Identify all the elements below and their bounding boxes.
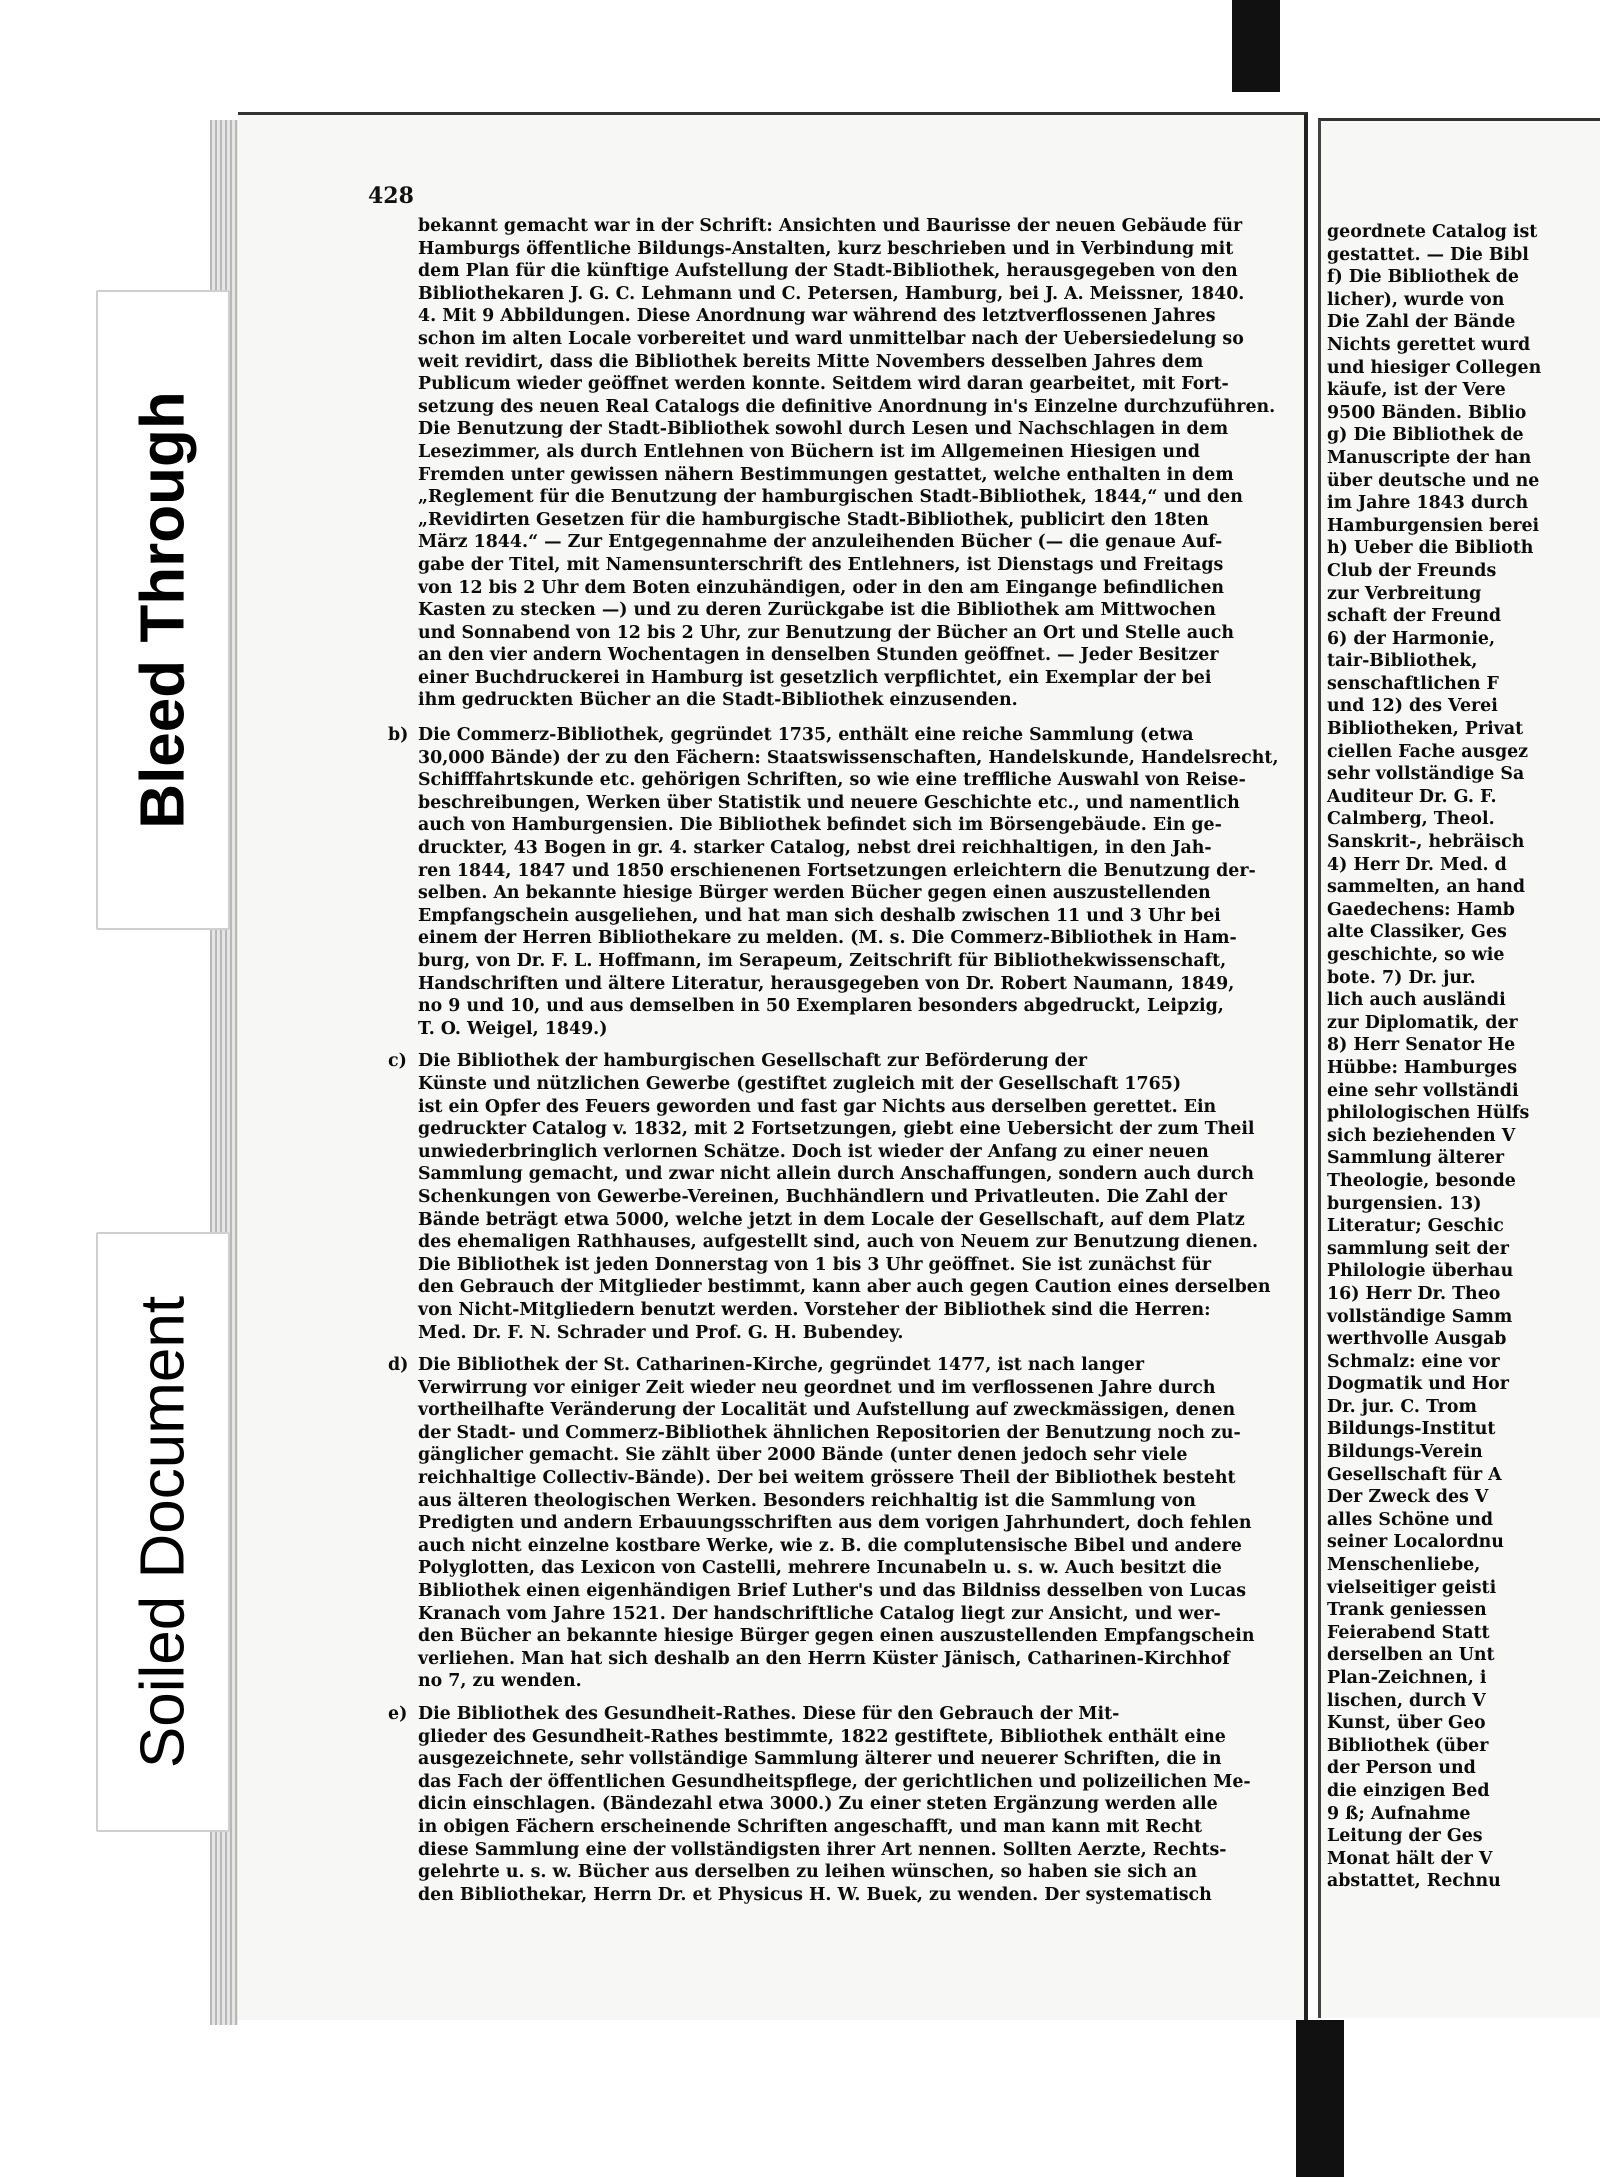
text-line: aus älteren theologischen Werken. Besonders reichhaltig ist die Sammlung von	[418, 1490, 1196, 1511]
text-line: g) Die Bibliothek de	[1327, 425, 1524, 446]
text-line: Die Commerz-Bibliothek, gegründet 1735, enthält eine reiche Sammlung (etwa	[418, 725, 1194, 746]
text-line: käufe, ist der Vere	[1327, 380, 1506, 401]
text-line: im Jahre 1843 durch	[1327, 493, 1529, 514]
text-line: Gesellschaft für A	[1327, 1464, 1502, 1485]
text-line: Leitung der Ges	[1327, 1826, 1483, 1847]
text-line: Kasten zu stecken —) und zu deren Zurückgabe ist die Bibliothek am Mittwochen	[418, 600, 1216, 621]
item-letter: c)	[388, 1051, 407, 1072]
text-line: verliehen. Man hat sich deshalb an den Herrn Küster Jänisch, Catharinen-Kirchhof	[418, 1648, 1230, 1669]
page-body	[388, 215, 1283, 1906]
text-line: reichhaltige Collectiv-Bände). Der bei weitem grössere Theil der Bibliothek besteht	[418, 1468, 1236, 1489]
text-line: Die Bibliothek ist jeden Donnerstag von 1 bis 3 Uhr geöffnet. Sie ist zunächst für	[418, 1254, 1212, 1275]
text-line: 4) Herr Dr. Med. d	[1327, 854, 1507, 875]
text-line: vielseitiger geisti	[1327, 1577, 1497, 1598]
text-line: burg, von Dr. F. L. Hoffmann, im Serapeum, Zeitschrift für Bibliothekwissenschaft,	[418, 951, 1227, 971]
text-line: März 1844.“ — Zur Entgegennahme der anzuleihenden Bücher (— die genaue Auf-	[418, 532, 1223, 553]
text-line: Trank geniessen	[1327, 1600, 1487, 1621]
text-line: 30,000 Bände) der zu den Fächern: Staatswissenschaften, Handelskunde, Handelsrecht,	[418, 747, 1279, 768]
text-line: Med. Dr. F. N. Schrader und Prof. G. H. Bubendey.	[418, 1322, 904, 1343]
text-line: diese Sammlung eine der vollständigsten ihrer Art nennen. Sollten Aerzte, Rechts-	[418, 1839, 1227, 1860]
text-line: tair-Bibliothek,	[1327, 651, 1478, 672]
text-line: bekannt gemacht war in der Schrift: Ansichten und Baurisse der neuen Gebäude für	[418, 216, 1243, 236]
text-line: Auditeur Dr. G. F.	[1327, 786, 1497, 807]
text-line: schon im alten Locale vorbereitet und ward unmittelbar nach der Uebersiedelung so	[418, 328, 1244, 349]
text-line: Die Benutzung der Stadt-Bibliothek sowohl durch Lesen und Nachschlagen in dem	[418, 419, 1229, 440]
text-line: Verwirrung vor einiger Zeit wieder neu geordnet und im verflossenen Jahre durch	[418, 1377, 1216, 1398]
text-line: Feierabend Statt	[1327, 1622, 1490, 1643]
text-line: und 12) des Verei	[1327, 696, 1498, 717]
text-line: die einzigen Bed	[1327, 1780, 1490, 1801]
text-line: T. O. Weigel, 1849.)	[418, 1018, 608, 1039]
text-line: „Revidirten Gesetzen für die hamburgische Stadt-Bibliothek, publicirt den 18ten	[418, 509, 1209, 530]
item-letter: b)	[388, 725, 409, 746]
text-line: abstattet, Rechnu	[1327, 1871, 1501, 1892]
text-line: Philologie überhau	[1327, 1261, 1514, 1282]
text-line: Lesezimmer, als durch Entlehnen von Büchern ist im Allgemeinen Hiesigen und	[418, 441, 1200, 462]
page-number: 428	[368, 183, 414, 209]
text-line: in obigen Fächern erscheinende Schriften angeschafft, und man kann mit Recht	[418, 1816, 1203, 1837]
text-line: zur Diplomatik, der	[1327, 1012, 1518, 1033]
text-line: 4. Mit 9 Abbildungen. Diese Anordnung war während des letztverflossenen Jahres	[418, 306, 1216, 327]
bleed-through-label-text: Bleed Through	[128, 391, 198, 829]
text-line: selben. An bekannte hiesige Bürger werden Bücher gegen einen auszustellenden	[418, 883, 1211, 904]
text-line: Schmalz: eine vor	[1327, 1351, 1500, 1372]
text-line: sammlung seit der	[1327, 1238, 1509, 1259]
text-line: Nichts gerettet wurd	[1327, 334, 1531, 355]
text-line: Schifffahrtskunde etc. gehörigen Schriften, so wie eine treffliche Auswahl von Reise-	[418, 770, 1246, 791]
text-line: Kranach vom Jahre 1521. Der handschriftliche Catalog liegt zur Ansicht, und wer-	[418, 1603, 1221, 1624]
text-line: Bildungs-Verein	[1327, 1442, 1483, 1463]
text-line: auch nicht einzelne kostbare Werke, wie z. B. die complutensische Bibel und andere	[418, 1535, 1242, 1556]
text-line: sich beziehenden V	[1327, 1125, 1516, 1146]
text-line: Sanskrit-, hebräisch	[1327, 832, 1525, 853]
text-line: 8) Herr Senator He	[1327, 1035, 1516, 1056]
text-line: Dr. jur. C. Trom	[1327, 1396, 1477, 1417]
text-line: zur Verbreitung	[1327, 583, 1482, 604]
list-item	[388, 1703, 1283, 1906]
binding-shadow-bottom	[1296, 2020, 1344, 2177]
text-line: gabe der Titel, mit Namensunterschrift des Entlehners, ist Dienstags und Freitags	[418, 554, 1224, 575]
text-line: werthvolle Ausgab	[1327, 1329, 1507, 1350]
text-line: lischen, durch V	[1327, 1690, 1486, 1711]
text-line: senschaftlichen F	[1327, 673, 1499, 694]
soiled-document-label-text: Soiled Document	[128, 1295, 198, 1769]
text-line: h) Ueber die Biblioth	[1327, 538, 1534, 559]
item-letter: d)	[388, 1355, 409, 1376]
text-line: Kunst, über Geo	[1327, 1713, 1486, 1734]
text-line: Calmberg, Theol.	[1327, 809, 1495, 830]
text-line: gänglicher gemacht. Sie zählt über 2000 Bände (unter denen jedoch sehr viele	[418, 1445, 1188, 1466]
text-line: von 12 bis 2 Uhr dem Boten einzuhändigen, oder in den am Eingange befindlichen	[418, 577, 1225, 598]
text-line: und Sonnabend von 12 bis 2 Uhr, zur Benutzung der Bücher an Ort und Stelle auch	[418, 622, 1235, 643]
soiled-document-label	[96, 1232, 230, 1832]
text-line: Die Bibliothek der hamburgischen Gesellschaft zur Beförderung der	[418, 1051, 1088, 1072]
text-line: Polyglotten, das Lexicon von Castelli, mehrere Incunabeln u. s. w. Auch besitzt die	[418, 1558, 1222, 1579]
text-line: unwiederbringlich verlornen Schätze. Doch ist wieder der Anfang zu einer neuen	[418, 1141, 1209, 1162]
facing-page-column	[1327, 221, 1600, 1893]
text-line: eine sehr vollständi	[1327, 1080, 1519, 1101]
text-line: den Bibliothekar, Herrn Dr. et Physicus H. W. Buek, zu wenden. Der systematisch	[418, 1884, 1212, 1905]
text-line: gedruckter Catalog v. 1832, mit 2 Fortsetzungen, giebt eine Uebersicht der zum Theil	[418, 1119, 1255, 1140]
text-line: 9500 Bänden. Biblio	[1327, 402, 1527, 423]
text-line: druckter, 43 Bogen in gr. 4. starker Catalog, nebst drei reichhaltigen, in den Jah-	[418, 838, 1212, 859]
text-line: Sammlung älterer	[1327, 1148, 1505, 1169]
text-line: Handschriften und ältere Literatur, herausgegeben von Dr. Robert Naumann, 1849,	[418, 973, 1235, 994]
binding-shadow-top	[1232, 0, 1280, 92]
text-line: Bibliothek einen eigenhändigen Brief Luther's und das Bildniss desselben von Lucas	[418, 1581, 1247, 1602]
text-line: alte Classiker, Ges	[1327, 922, 1507, 943]
text-line: „Reglement für die Benutzung der hamburgischen Stadt-Bibliothek, 1844,“ und den	[418, 487, 1243, 508]
text-line: dicin einschlagen. (Bändezahl etwa 3000.) Zu einer steten Ergänzung werden alle	[418, 1794, 1218, 1815]
text-line: seiner Localordnu	[1327, 1532, 1504, 1553]
text-line: beschreibungen, Werken über Statistik und neuere Geschichte etc., und namentlich	[418, 792, 1240, 813]
text-line: Hamburgensien berei	[1327, 515, 1540, 536]
text-line: Menschenliebe,	[1327, 1555, 1481, 1576]
text-line: an den vier andern Wochentagen in denselben Stunden geöffnet. — Jeder Besitzer	[418, 645, 1219, 666]
text-line: des ehemaligen Rathhauses, aufgestellt sind, auch von Neuem zur Benutzung dienen.	[418, 1232, 1259, 1253]
text-line: dem Plan für die künftige Aufstellung der Stadt-Bibliothek, herausgegeben von den	[418, 261, 1238, 282]
text-line: über deutsche und ne	[1327, 470, 1540, 491]
text-line: burgensien. 13)	[1327, 1193, 1482, 1214]
list-item	[388, 1050, 1283, 1344]
text-line: vollständige Samm	[1327, 1306, 1513, 1327]
text-line: no 7, zu wenden.	[418, 1671, 582, 1692]
text-line: 6) der Harmonie,	[1327, 628, 1496, 649]
text-line: bote. 7) Dr. jur.	[1327, 967, 1476, 988]
text-line: Hamburgs öffentliche Bildungs-Anstalten, kurz beschrieben und in Verbindung mit	[418, 238, 1234, 259]
text-line: sehr vollständige Sa	[1327, 764, 1525, 785]
text-line: Die Zahl der Bände	[1327, 312, 1516, 333]
text-line: ausgezeichnete, sehr vollständige Sammlung älterer und neuerer Schriften, die in	[418, 1749, 1222, 1770]
text-line: gelehrte u. s. w. Bücher aus derselben zu leihen wünschen, so haben sie sich an	[418, 1862, 1197, 1883]
text-line: Die Bibliothek der St. Catharinen-Kirche, gegründet 1477, ist nach langer	[418, 1355, 1144, 1376]
text-line: Künste und nützlichen Gewerbe (gestiftet zugleich mit der Gesellschaft 1765)	[418, 1073, 1182, 1094]
text-line: glieder des Gesundheit-Rathes bestimmte, 1822 gestiftete, Bibliothek enthält eine	[418, 1726, 1226, 1747]
text-line: der Stadt- und Commerz-Bibliothek ähnlichen Repositorien der Benutzung noch zu-	[418, 1422, 1241, 1443]
text-line: Die Bibliothek des Gesundheit-Rathes. Diese für den Gebrauch der Mit-	[418, 1704, 1120, 1724]
item-letter: e)	[388, 1704, 408, 1724]
text-line: weit revidirt, dass die Bibliothek bereits Mitte Novembers desselben Jahres dem	[418, 351, 1204, 372]
text-line: Sammlung gemacht, und zwar nicht allein durch Anschaffungen, sondern auch durch	[418, 1164, 1254, 1185]
bleed-through-label	[96, 290, 230, 930]
text-line: ist ein Opfer des Feuers geworden und fast gar Nichts aus derselben gerettet. Ein	[418, 1096, 1217, 1117]
text-line: philologischen Hülfs	[1327, 1103, 1530, 1124]
text-line: Club der Freunds	[1327, 560, 1497, 581]
text-line: derselben an Unt	[1327, 1645, 1495, 1666]
text-line: gestattet. — Die Bibl	[1327, 244, 1529, 265]
text-line: vortheilhafte Veränderung der Localität und Aufstellung auf zweckmässigen, denen	[418, 1400, 1236, 1421]
text-line: Manuscripte der han	[1327, 447, 1532, 468]
list-item	[388, 1354, 1283, 1693]
text-line: Dogmatik und Hor	[1327, 1374, 1509, 1395]
text-line: Bildungs-Institut	[1327, 1419, 1496, 1440]
text-line: Hübbe: Hamburges	[1327, 1057, 1518, 1078]
text-line: Bibliothek (über	[1327, 1735, 1489, 1756]
text-line: einer Buchdruckerei in Hamburg ist gesetzlich verpflichtet, ein Exemplar der bei	[418, 667, 1212, 688]
text-line: und hiesiger Collegen	[1327, 357, 1542, 378]
text-line: geordnete Catalog ist	[1327, 222, 1538, 242]
text-line: Bibliotheken, Privat	[1327, 719, 1524, 740]
text-line: den Gebrauch der Mitglieder bestimmt, kann aber auch gegen Caution eines derselben	[418, 1277, 1271, 1298]
text-line: Bibliothekaren J. G. C. Lehmann und C. Petersen, Hamburg, bei J. A. Meissner, 1840.	[418, 283, 1245, 304]
text-line: Literatur; Geschic	[1327, 1216, 1504, 1237]
text-line: alles Schöne und	[1327, 1509, 1493, 1530]
text-line: 16) Herr Dr. Theo	[1327, 1283, 1501, 1304]
left-page	[238, 112, 1308, 2020]
text-line: Fremden unter gewissen nähern Bestimmungen gestattet, welche enthalten in dem	[418, 464, 1234, 485]
text-line: das Fach der öffentlichen Gesundheitspflege, der gerichtlichen und polizeilichen Me-	[418, 1771, 1251, 1792]
text-line: Plan-Zeichnen, i	[1327, 1668, 1487, 1688]
text-line: ihm gedruckten Bücher an die Stadt-Bibliothek einzusenden.	[418, 690, 1018, 711]
text-line: geschichte, so wie	[1327, 945, 1505, 965]
right-page	[1318, 118, 1600, 2018]
text-line: Schenkungen von Gewerbe-Vereinen, Buchhändlern und Privatleuten. Die Zahl der	[418, 1186, 1227, 1207]
text-line: Publicum wieder geöffnet werden konnte. Seitdem wird daran gearbeitet, mit Fort-	[418, 374, 1229, 395]
text-line: licher), wurde von	[1327, 289, 1505, 310]
text-line: Bände beträgt etwa 5000, welche jetzt in dem Locale der Gesellschaft, auf dem Platz	[418, 1209, 1245, 1230]
text-line: Gaedechens: Hamb	[1327, 899, 1515, 920]
text-line: Der Zweck des V	[1327, 1487, 1489, 1508]
text-line: der Person und	[1327, 1758, 1476, 1779]
text-line: sammelten, an hand	[1327, 877, 1526, 898]
text-line: f) Die Bibliothek de	[1327, 267, 1519, 288]
text-line: Predigten und andern Erbauungsschriften aus dem vorigen Jahrhundert, doch fehlen	[418, 1513, 1252, 1534]
text-line: den Bücher an bekannte hiesige Bürger gegen einen auszustellenden Empfangschein	[418, 1626, 1255, 1647]
text-line: schaft der Freund	[1327, 606, 1502, 627]
text-line: no 9 und 10, und aus demselben in 50 Exemplaren besonders abgedruckt, Leipzig,	[418, 996, 1224, 1017]
text-line: auch von Hamburgensien. Die Bibliothek befindet sich im Börsengebäude. Ein ge-	[418, 815, 1222, 836]
text-line: setzung des neuen Real Catalogs die definitive Anordnung in's Einzelne durchzuführen.	[418, 396, 1276, 417]
text-line: Empfangschein ausgeliehen, und hat man sich deshalb zwischen 11 und 3 Uhr bei	[418, 905, 1221, 926]
text-line: einem der Herren Bibliothekare zu melden. (M. s. Die Commerz-Bibliothek in Ham-	[418, 928, 1237, 949]
text-line: lich auch ausländi	[1327, 990, 1506, 1011]
text-line: ciellen Fache ausgez	[1327, 741, 1529, 762]
text-line: Theologie, besonde	[1327, 1170, 1516, 1191]
list-item	[388, 724, 1283, 1040]
text-line: von Nicht-Mitgliedern benutzt werden. Vorsteher der Bibliothek sind die Herren:	[418, 1299, 1211, 1320]
text-line: ren 1844, 1847 und 1850 erschienenen Fortsetzungen erleichtern die Benutzung der-	[418, 860, 1256, 881]
intro-paragraph	[418, 215, 1283, 712]
text-line: 9 ß; Aufnahme	[1327, 1803, 1471, 1824]
library-list	[388, 724, 1283, 1906]
text-line: Monat hält der V	[1327, 1848, 1493, 1869]
